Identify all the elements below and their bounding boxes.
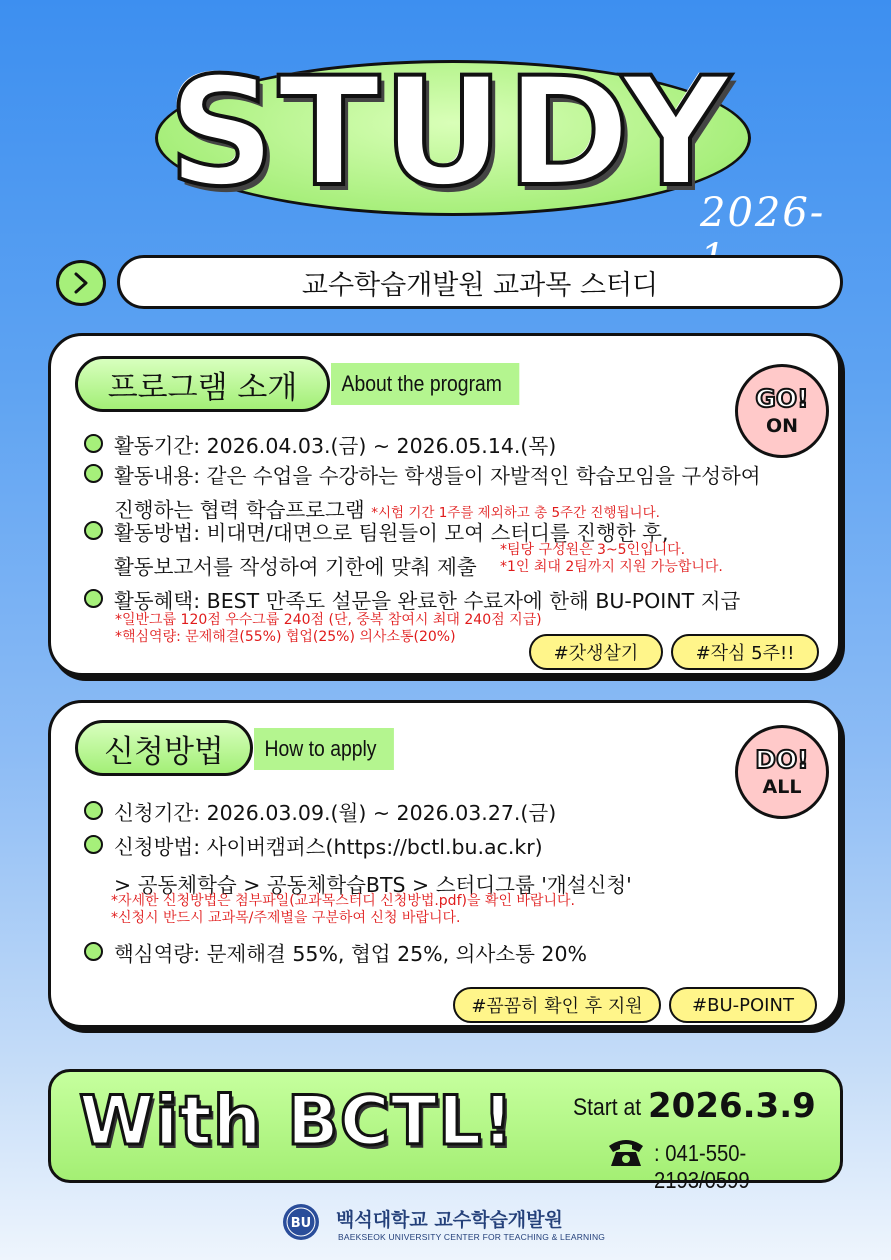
apply-title-en: How to apply [254, 728, 394, 770]
slogan: With BCTL! [79, 1082, 515, 1161]
university-name-en: BAEKSEOK UNIVERSITY CENTER FOR TEACHING & LEARNING [338, 1232, 606, 1242]
benefit-notes: *일반그룹 120점 우수그룹 240점 (단, 중복 참여시 최대 240점 지급) *핵심역량: 문제해결(55%) 협업(25%) 의사소통(20%) [115, 612, 542, 645]
start-date: 2026.3.9 [648, 1086, 816, 1126]
program-title-text: 프로그램 소개 [107, 369, 298, 406]
list-item-benefit: 활동혜택: BEST 만족도 설문을 완료한 수료자에 한해 BU-POINT 지급 [84, 584, 740, 614]
bullet-icon [84, 942, 103, 961]
hashtag-1: #갓생살기 [529, 634, 663, 670]
badge-go-text: GO! [755, 384, 809, 413]
hashtag-2: #작심 5주!! [671, 634, 819, 670]
badge-do-text: DO! [755, 745, 809, 774]
badge-on-text: ON [765, 415, 799, 437]
phone-number: : 041-550-2193/0599 [654, 1140, 750, 1193]
headline-text: 교수학습개발원 교과목 스터디 [301, 269, 659, 301]
program-title-en: About the program [331, 363, 519, 405]
program-title [75, 356, 330, 412]
hashtag-4: #BU-POINT [669, 987, 817, 1023]
program-card [48, 333, 841, 676]
apply-notes: *자세한 신청방법은 첨부파일(교과목스터디 신청방법.pdf)을 확인 바랍니다. *신청시 반드시 교과목/주제별을 구분하여 신청 바랍니다. [111, 893, 575, 926]
bottom-banner [48, 1069, 843, 1193]
list-item-competency: 핵심역량: 문제해결 55%, 협업 25%, 의사소통 20% [84, 937, 587, 967]
apply-title-text: 신청방법 [104, 733, 224, 770]
method-notes: *팀당 구성원은 3~5인입니다. *1인 최대 2팀까지 지원 가능합니다. [500, 542, 723, 575]
phone-icon [606, 1136, 646, 1168]
bullet-icon [84, 589, 103, 608]
university-logo [282, 1203, 320, 1241]
list-item-apply-method: 신청방법: 사이버캠퍼스(https://bctl.bu.ac.kr) > 공동체학습 > 공동체학습BTS > 스터디그룹 '개설신청' [84, 830, 632, 898]
do-all-badge [735, 725, 829, 819]
hashtag-3: #꼼꼼히 확인 후 지원 [453, 987, 661, 1023]
list-item-apply-period: 신청기간: 2026.03.09.(월) ~ 2026.03.27.(금) [84, 796, 556, 826]
list-item-content: 활동내용: 같은 수업을 수강하는 학생들이 자발적인 학습모임을 구성하여 진행하는 협력 학습프로그램 *시험 기간 1주를 제외하고 총 5주간 진행됩니다. [84, 459, 761, 523]
badge-all-text: ALL [762, 776, 802, 798]
university-name: 백석대학교 교수학습개발원 [336, 1209, 563, 1231]
bullet-icon [84, 434, 103, 453]
go-on-badge [735, 364, 829, 458]
bullet-icon [84, 835, 103, 854]
list-item-method: 활동방법: 비대면/대면으로 팀원들이 모여 스터디를 진행한 후, 활동보고서를 작성하여 기한에 맞춰 제출 [84, 516, 669, 580]
bullet-icon [84, 464, 103, 483]
bullet-icon [84, 801, 103, 820]
start-label: Start at [573, 1094, 642, 1121]
logo-text: BU [290, 1216, 312, 1231]
year-label: 2026- [700, 190, 826, 236]
bullet-icon [84, 521, 103, 540]
headline-bar [117, 255, 843, 309]
apply-title [75, 720, 253, 776]
chevron-right-icon [56, 260, 106, 306]
apply-card [48, 700, 841, 1028]
list-item-period: 활동기간: 2026.04.03.(금) ~ 2026.05.14.(목) [84, 429, 556, 459]
content-note: *시험 기간 1주를 제외하고 총 5주간 진행됩니다. [371, 505, 660, 521]
study-title: STUDY [167, 46, 733, 220]
